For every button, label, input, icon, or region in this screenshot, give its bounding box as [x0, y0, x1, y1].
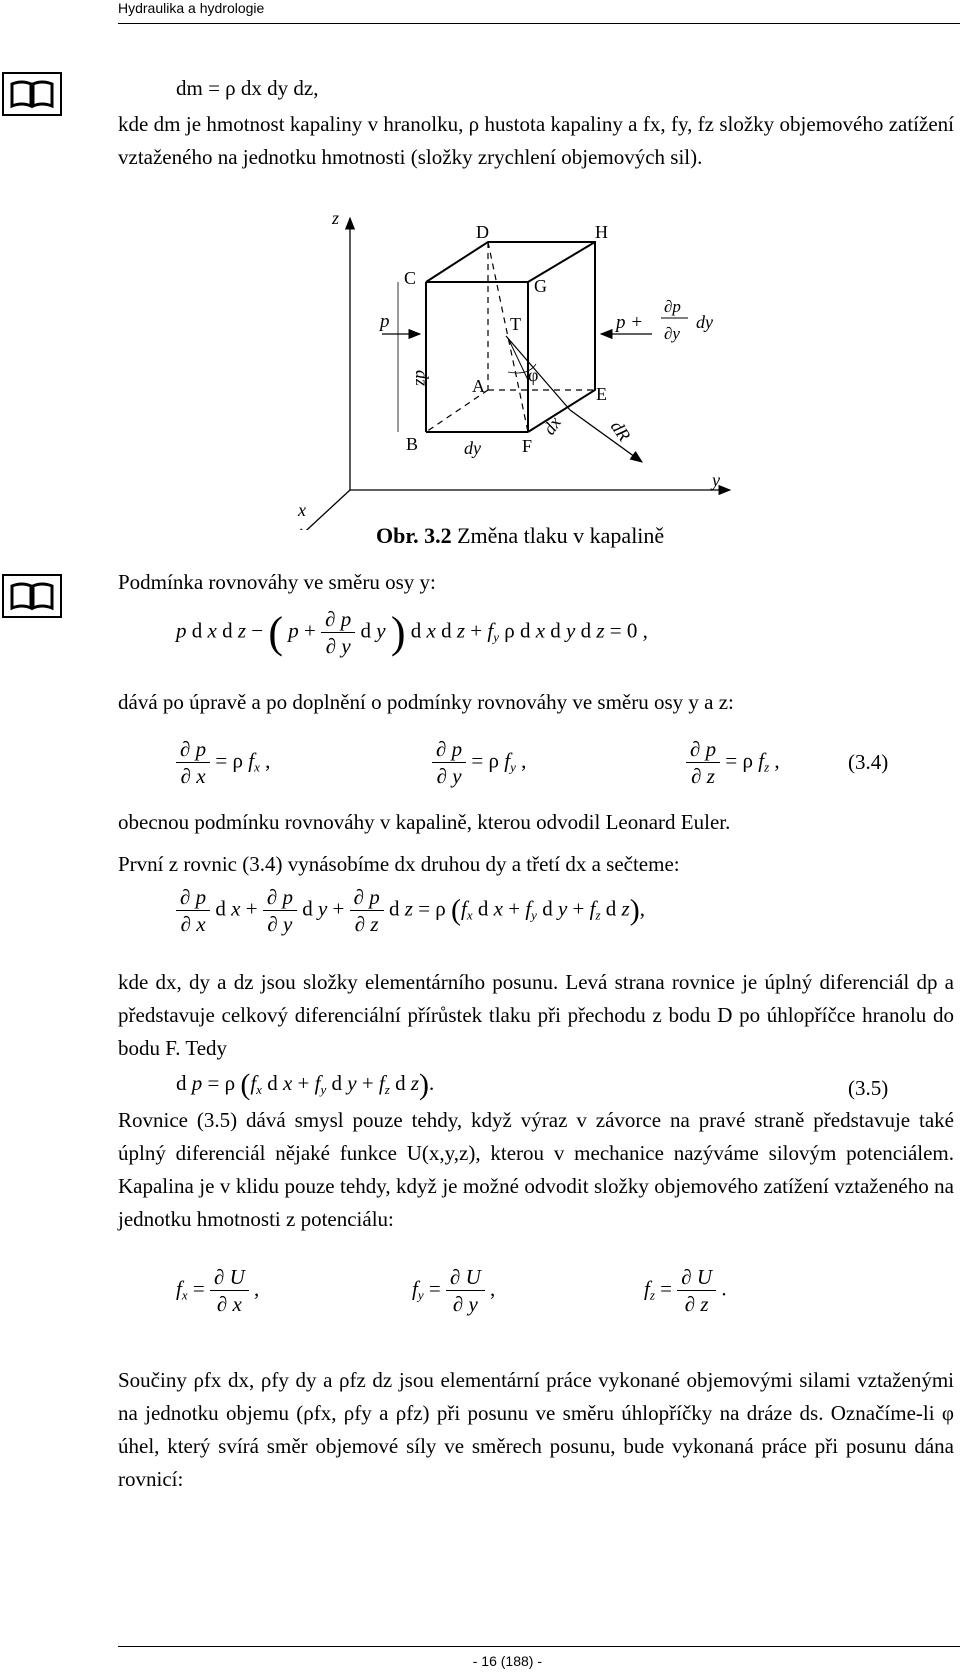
footer-rule — [118, 1646, 960, 1647]
running-header: Hydraulika a hydrologie — [118, 0, 265, 16]
paragraph-mass: kde dm je hmotnost kapaliny v hranolku, ρ hustota kapaliny a fx, fy, fz složky objemového zatížení vztaženého na jednotku hmotnosti (složky zrychlení objemových sil). — [118, 112, 954, 169]
pressure-partial-den: ∂y — [664, 324, 680, 343]
dz-label: dz — [412, 370, 432, 387]
equation-balance: p d x d z − ( p + $\frac{\partial p}{\partial y}$ d y ) d x d $z + f_y$ ρ d x d y d z = 0 , — [176, 607, 648, 658]
point-E: E — [596, 384, 607, 404]
point-T: T — [510, 314, 521, 334]
point-H: H — [595, 222, 608, 242]
point-A: A — [472, 376, 485, 396]
paragraph-potential: Rovnice (3.5) dává smysl pouze tehdy, když výraz v závorce na pravé straně představuje také úplný diferenciál nějaké funkce U(x,y,z), kterou v mechanice nazýváme silovým potenciálem. Kapalina je v klidu pouze tehdy, když je možné odvodit složky objemového zatížení vztaženého na jednotku hmotnosti z potenciálu: — [118, 1108, 954, 1231]
figure-prism-diagram — [270, 200, 750, 530]
equation-total-differential: $\frac{\partial p}{\partial x}$ d x + $\frac{\partial p}{\partial y}$ d y + $\frac{\partial p}{\partial z}$ d z = ρ ($f_x$ d $x + f_y$ d $y + f_z$ d z), — [176, 884, 645, 937]
equation-potential-x: $f_x$ = $\frac{\partial U}{\partial x}$ , — [176, 1265, 260, 1316]
equation-euler-x: $\frac{\partial p}{\partial x}$ = ρ $f_x$ , — [176, 736, 270, 789]
pressure-partial-num: ∂p — [664, 297, 681, 316]
equation-number-3-4: (3.4) — [848, 750, 889, 774]
pressure-dy-mult: dy — [696, 312, 713, 332]
point-B: B — [406, 434, 419, 454]
paragraph-after-adjustment: dává po úpravě a po doplnění o podmínky rovnováhy ve směru osy y a z: — [118, 690, 734, 714]
figure-caption-text: Změna tlaku v kapalině — [451, 523, 665, 548]
dR-label: dR — [606, 416, 635, 445]
paragraph-euler: obecnou podmínku rovnováhy v kapalině, kterou odvodil Leonard Euler. — [118, 810, 731, 834]
paragraph-displacement: kde dx, dy a dz jsou složky elementárního posunu. Levá strana rovnice je úplný diferenciál dp a představuje celkový diferenciální přírůstek tlaku při přechodu z bodu D po úhlopříčce hranolu do bodu F. Tedy — [118, 970, 954, 1060]
point-D: D — [476, 222, 489, 242]
paragraph-multiply: První z rovnic (3.4) vynásobíme dx druhou dy a třetí dx a sečteme: — [118, 852, 680, 876]
dx-label: dx — [538, 412, 566, 439]
equation-dm: dm = ρ dx dy dz, — [176, 76, 319, 100]
page-number: - 16 (188) - — [472, 1653, 542, 1669]
point-F: F — [522, 436, 533, 456]
equation-euler-y: $\frac{\partial p}{\partial y}$ = ρ $f_y$ , — [432, 736, 526, 789]
equation-number-3-5: (3.5) — [848, 1076, 889, 1100]
paragraph-balance-y: Podmínka rovnováhy ve směru osy y: — [118, 570, 436, 594]
angle-phi-label: φ — [528, 365, 539, 385]
equation-dp: d p = ρ ($f_x$ d $x + f_y$ d $y + f_z$ d z). — [176, 1068, 435, 1101]
y-axis-label: y — [712, 470, 720, 490]
equation-potential-z: $f_z$ = $\frac{\partial U}{\partial z}$ . — [644, 1265, 727, 1316]
equation-potential-y: $f_y$ = $\frac{\partial U}{\partial y}$ , — [412, 1265, 496, 1316]
point-G: G — [534, 276, 547, 296]
pressure-left-label: p — [380, 311, 390, 332]
header-rule — [118, 23, 960, 24]
figure-caption-label: Obr. 3.2 — [376, 523, 452, 548]
equation-euler-z: $\frac{\partial p}{\partial z}$ = ρ $f_z$ , — [686, 736, 780, 789]
book-icon — [2, 72, 62, 116]
dy-label: dy — [464, 438, 481, 458]
pressure-right-label: p + — [616, 312, 644, 333]
x-axis-label: x — [298, 500, 306, 520]
point-C: C — [404, 268, 417, 288]
book-icon — [2, 574, 62, 618]
figure-caption — [376, 524, 664, 548]
paragraph-work: Součiny ρfx dx, ρfy dy a ρfz dz jsou elementární práce vykonané objemovými silami vztaženými na jednotku objemu (ρfx, ρfy a ρfz) při posunu ve směru úhlopříčky na dráze ds. Označíme-li φ úhel, který svírá směr objemové síly ve směrech posunu, bude vykonaná práce při posunu dána rovnicí: — [118, 1368, 954, 1491]
z-axis-label: z — [332, 208, 340, 228]
